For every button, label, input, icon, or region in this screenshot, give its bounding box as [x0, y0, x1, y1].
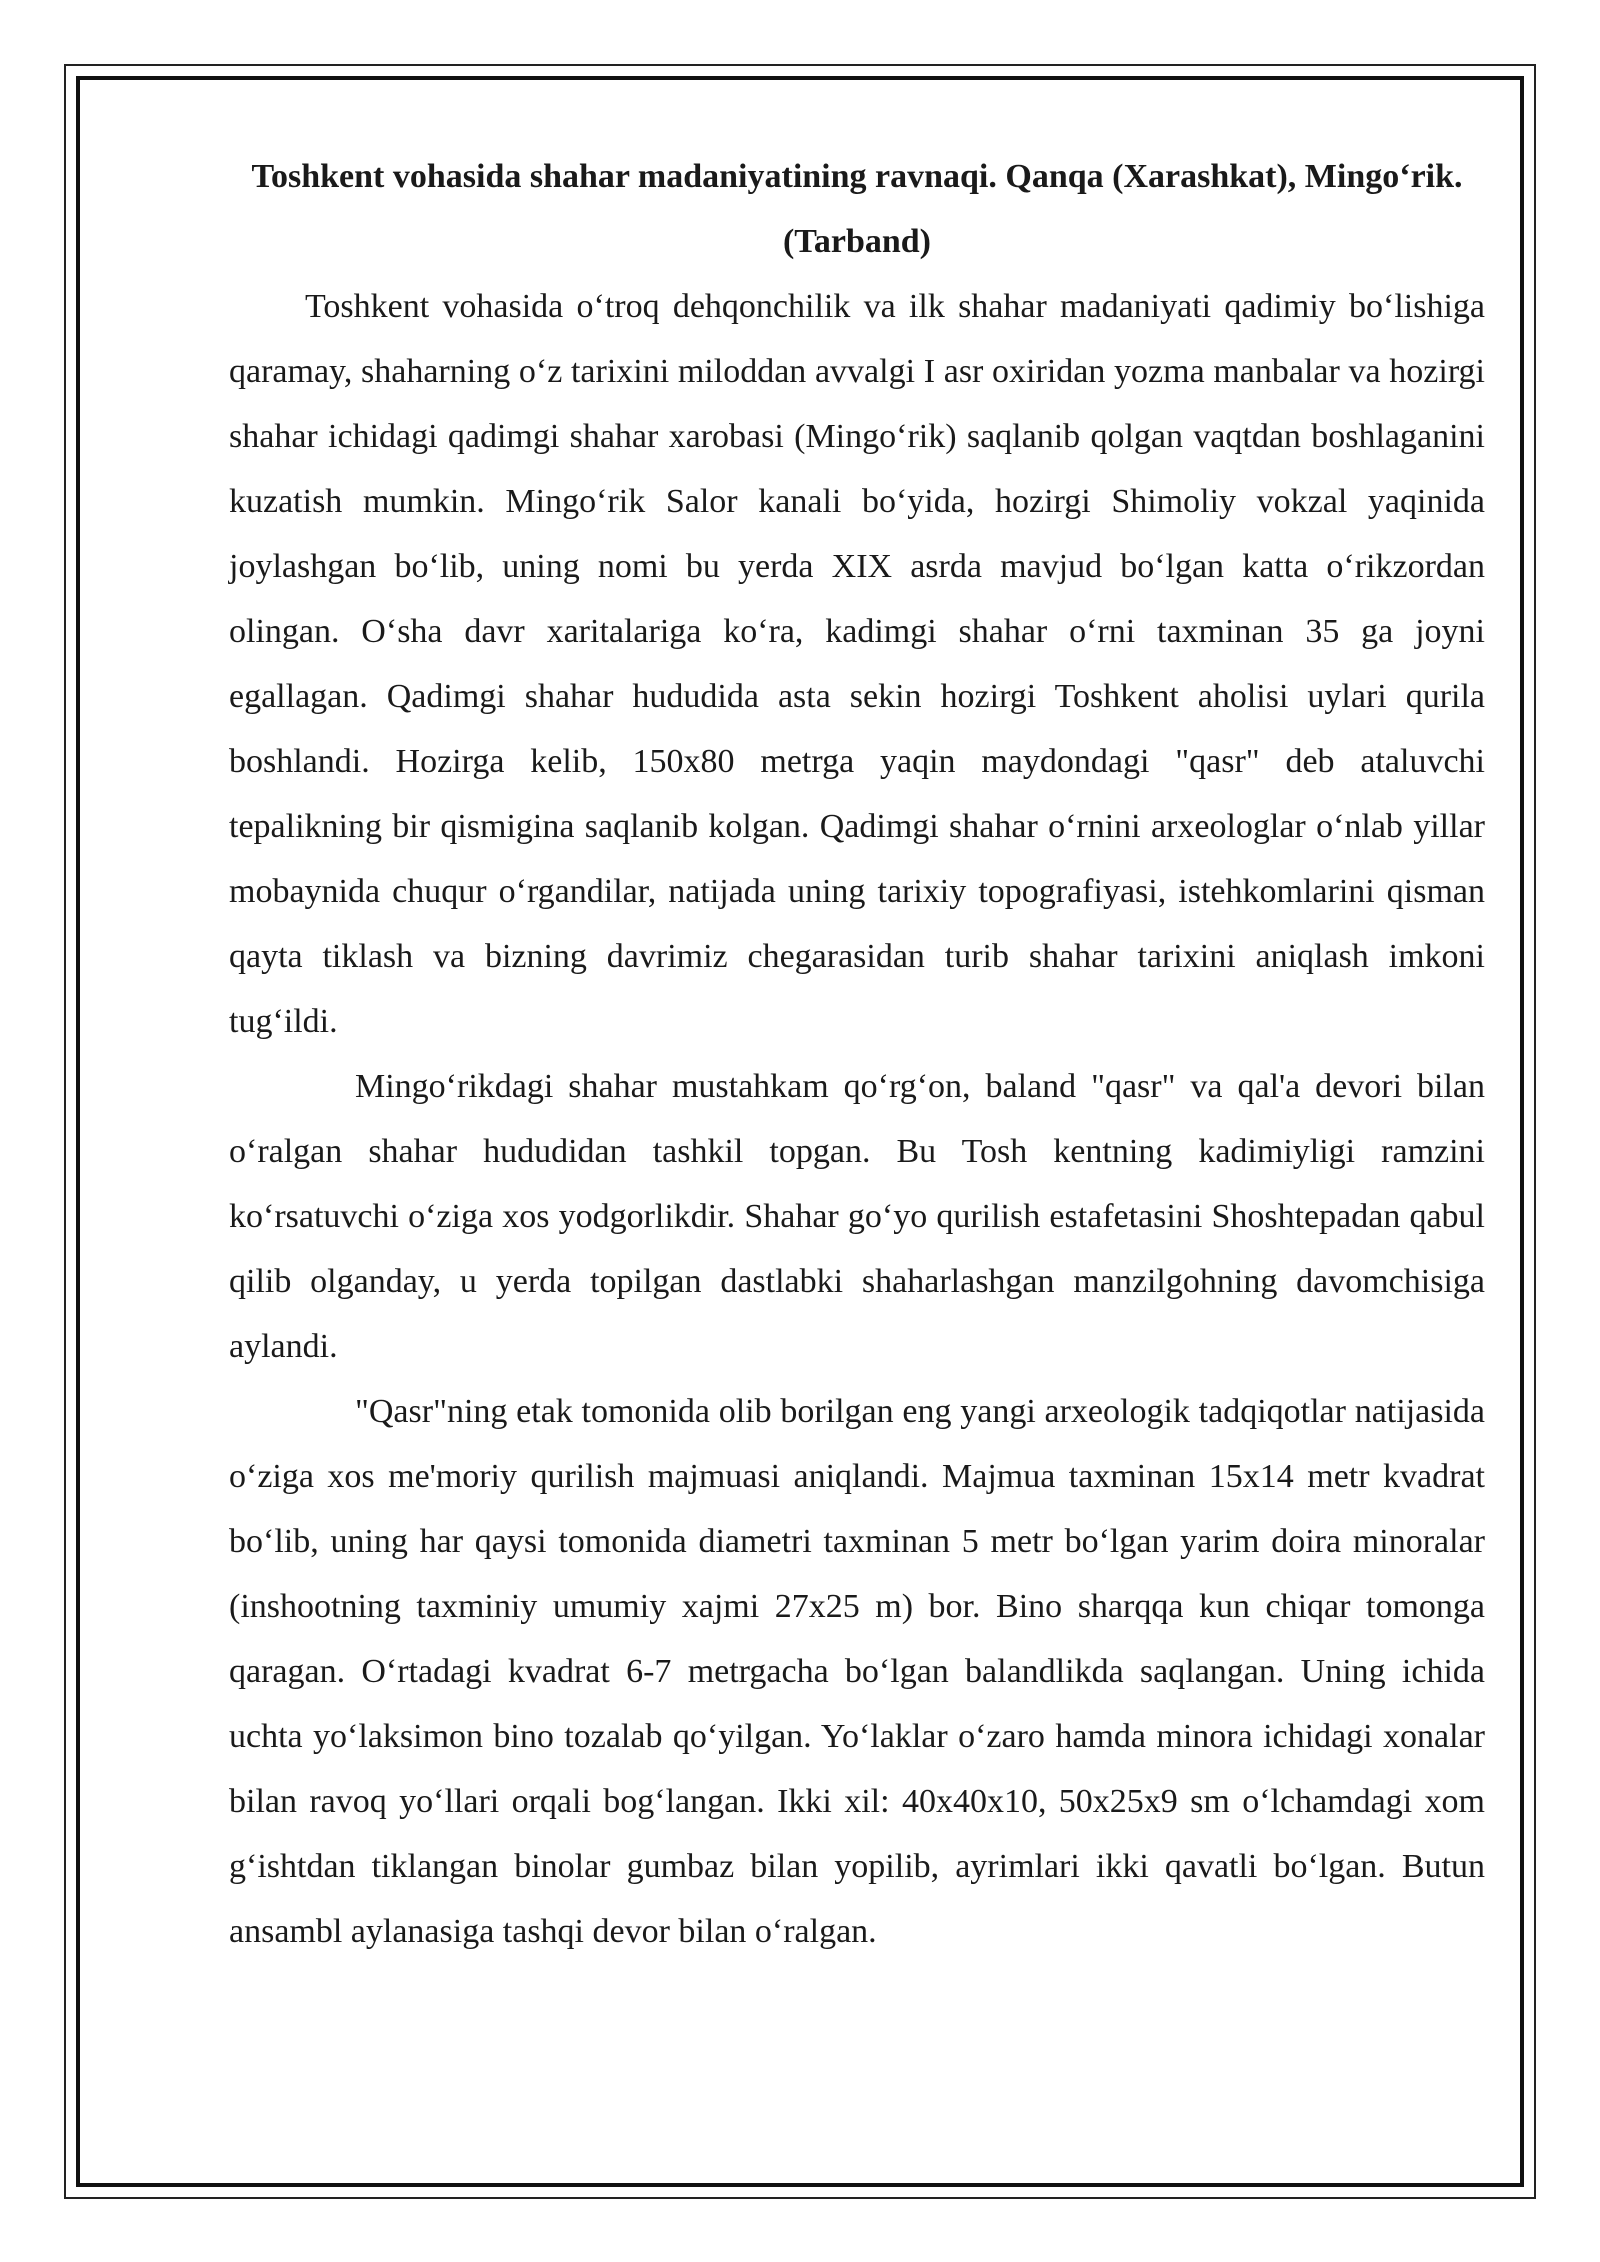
paragraph-2: Mingo‘rikdagi shahar mustahkam qo‘rg‘on, baland "qasr" va qal'a devori bilan o‘ralgan shahar hududidan tashkil topgan. Bu Tosh kentning kadimiyligi ramzini ko‘rsatuvchi o‘ziga xos yodgorlikdir. Shahar go‘yo qurilish estafetasini Shoshtepadan qabul qilib olganday, u yerda topilgan dastlabki shaharlashgan manzilgohning davomchisiga aylandi.	[229, 1068, 1485, 1365]
document-body	[229, 144, 1485, 1964]
document-title: Toshkent vohasida shahar madaniyatining ravnaqi. Qanqa (Xarashkat), Mingo‘rik. (Tarband)	[251, 158, 1463, 260]
paragraph-1: Toshkent vohasida o‘troq dehqonchilik va ilk shahar madaniyati qadimiy bo‘lishiga qaramay, shaharning o‘z tarixini miloddan avvalgi I asr oxiridan yozma manbalar va hozirgi shahar ichidagi qadimgi shahar xarobasi (Mingo‘rik) saqlanib qolgan vaqtdan boshlaganini kuzatish mumkin. Mingo‘rik Salor kanali bo‘yida, hozirgi Shimoliy vokzal yaqinida joylashgan bo‘lib, uning nomi bu yerda XIX asrda mavjud bo‘lgan katta o‘rikzordan olingan. O‘sha davr xaritalariga ko‘ra, kadimgi shahar o‘rni taxminan 35 ga joyni egallagan. Qadimgi shahar hududida asta sekin hozirgi Toshkent aholisi uylari qurila boshlandi. Hozirga kelib, 150x80 metrga yaqin maydondagi "qasr" deb ataluvchi tepalikning bir qismigina saqlanib kolgan. Qadimgi shahar o‘rnini arxeologlar o‘nlab yillar mobaynida chuqur o‘rgandilar, natijada uning tarixiy topografiyasi, istehkomlarini qisman qayta tiklash va bizning davrimiz chegarasidan turib shahar tarixini aniqlash imkoni tug‘ildi.	[229, 288, 1485, 1040]
paragraph-3: "Qasr"ning etak tomonida olib borilgan eng yangi arxeologik tadqiqotlar natijasida o‘ziga xos me'moriy qurilish majmuasi aniqlandi. Majmua taxminan 15x14 metr kvadrat bo‘lib, uning har qaysi tomonida diametri taxminan 5 metr bo‘lgan yarim doira minoralar (inshootning taxminiy umumiy xajmi 27x25 m) bor. Bino sharqqa kun chiqar tomonga qaragan. O‘rtadagi kvadrat 6-7 metrgacha bo‘lgan balandlikda saqlangan. Uning ichida uchta yo‘laksimon bino tozalab qo‘yilgan. Yo‘laklar o‘zaro hamda minora ichidagi xonalar bilan ravoq yo‘llari orqali bog‘langan. Ikki xil: 40x40x10, 50x25x9 sm o‘lchamdagi xom g‘ishtdan tiklangan binolar gumbaz bilan yopilib, ayrimlari ikki qavatli bo‘lgan. Butun ansambl aylanasiga tashqi devor bilan o‘ralgan.	[229, 1393, 1485, 1950]
